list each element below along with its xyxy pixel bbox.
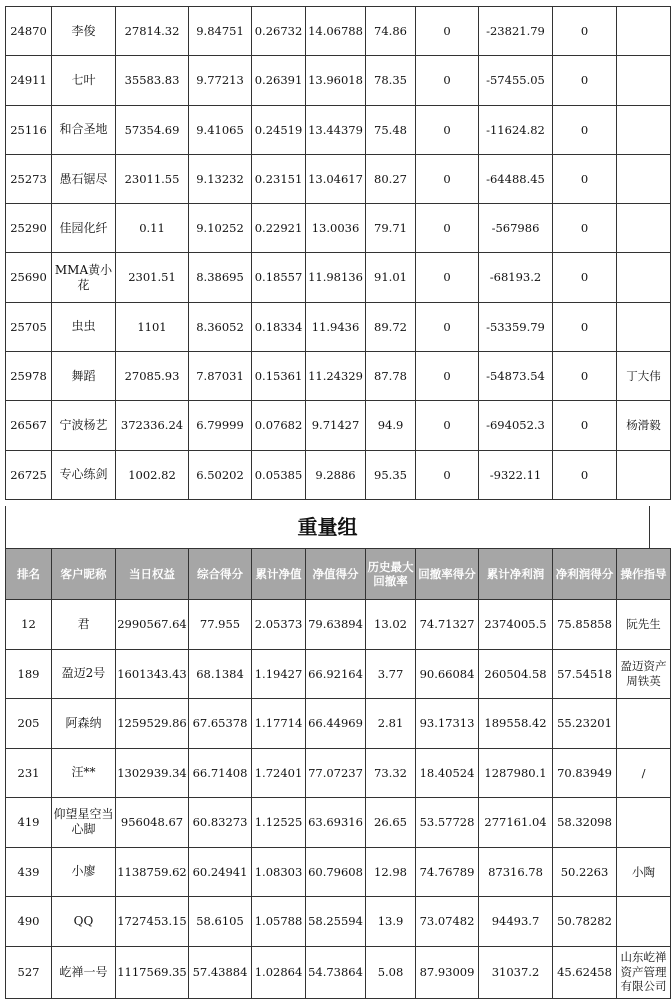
header-name: 客户昵称 (52, 549, 116, 600)
profit-score-cell: 75.85858 (553, 600, 617, 650)
rank-cell: 12 (6, 600, 52, 650)
drawdown-cell: 79.71 (366, 204, 416, 253)
rank-cell: 25978 (6, 352, 52, 401)
header-row (6, 549, 671, 600)
equity-cell: 1101 (116, 302, 189, 351)
drawdown-cell: 26.65 (366, 798, 416, 848)
profit-cell: -57455.05 (479, 56, 553, 105)
profit-cell: 1287980.1 (479, 748, 553, 798)
nav-cell: 1.08303 (252, 847, 306, 897)
profit-score-cell: 0 (553, 204, 617, 253)
profit-cell: 2374005.5 (479, 600, 553, 650)
equity-cell: 1259529.86 (116, 699, 189, 749)
header-profit-score: 净利润得分 (553, 549, 617, 600)
drawdown-score-cell: 74.71327 (416, 600, 479, 650)
profit-cell: 277161.04 (479, 798, 553, 848)
table-row (6, 154, 671, 203)
nav-score-cell: 13.04617 (306, 154, 366, 203)
table-row (6, 600, 671, 650)
equity-cell: 2301.51 (116, 253, 189, 302)
nickname-cell: 虫虫 (52, 302, 116, 351)
drawdown-score-cell: 18.40524 (416, 748, 479, 798)
profit-score-cell: 0 (553, 105, 617, 154)
score-cell: 66.71408 (189, 748, 252, 798)
light-group-body (6, 7, 671, 500)
guide-cell (617, 699, 671, 749)
equity-cell: 27814.32 (116, 7, 189, 56)
guide-cell: / (617, 748, 671, 798)
nickname-cell: 佳园化纤 (52, 204, 116, 253)
score-cell: 60.24941 (189, 847, 252, 897)
nav-cell: 0.18557 (252, 253, 306, 302)
guide-cell: 小陶 (617, 847, 671, 897)
table-row (6, 699, 671, 749)
table-row (6, 352, 671, 401)
guide-cell: 盈迈资产周铁英 (617, 649, 671, 699)
nickname-cell: 君 (52, 600, 116, 650)
profit-cell: 94493.7 (479, 897, 553, 947)
guide-cell (617, 253, 671, 302)
nav-score-cell: 63.69316 (306, 798, 366, 848)
header-profit: 累计净利润 (479, 549, 553, 600)
profit-score-cell: 70.83949 (553, 748, 617, 798)
nickname-cell: 和合圣地 (52, 105, 116, 154)
nav-score-cell: 11.98136 (306, 253, 366, 302)
nav-score-cell: 13.44379 (306, 105, 366, 154)
profit-cell: -68193.2 (479, 253, 553, 302)
nav-cell: 1.02864 (252, 946, 306, 998)
nav-cell: 0.18334 (252, 302, 306, 351)
nickname-cell: 专心练剑 (52, 450, 116, 499)
nav-cell: 0.15361 (252, 352, 306, 401)
equity-cell: 1002.82 (116, 450, 189, 499)
profit-score-cell: 0 (553, 154, 617, 203)
equity-cell: 2990567.64 (116, 600, 189, 650)
score-cell: 6.50202 (189, 450, 252, 499)
drawdown-score-cell: 93.17313 (416, 699, 479, 749)
rank-cell: 25705 (6, 302, 52, 351)
profit-cell: -9322.11 (479, 450, 553, 499)
score-cell: 8.38695 (189, 253, 252, 302)
header-drawdown-score: 回撤率得分 (416, 549, 479, 600)
nickname-cell: 屹禅一号 (52, 946, 116, 998)
heavy-group-body (6, 600, 671, 999)
drawdown-cell: 78.35 (366, 56, 416, 105)
drawdown-score-cell: 74.76789 (416, 847, 479, 897)
score-cell: 9.77213 (189, 56, 252, 105)
light-group-table (5, 6, 671, 500)
nav-cell: 0.05385 (252, 450, 306, 499)
profit-score-cell: 50.78282 (553, 897, 617, 947)
nav-cell: 1.05788 (252, 897, 306, 947)
drawdown-score-cell: 90.66084 (416, 649, 479, 699)
profit-score-cell: 0 (553, 56, 617, 105)
drawdown-cell: 95.35 (366, 450, 416, 499)
group-title: 重量组 (5, 506, 650, 548)
equity-cell: 1601343.43 (116, 649, 189, 699)
drawdown-score-cell: 0 (416, 253, 479, 302)
table-row (6, 105, 671, 154)
profit-cell: -11624.82 (479, 105, 553, 154)
nickname-cell: 阿森纳 (52, 699, 116, 749)
drawdown-cell: 87.78 (366, 352, 416, 401)
table-row (6, 401, 671, 450)
rank-cell: 25273 (6, 154, 52, 203)
drawdown-cell: 80.27 (366, 154, 416, 203)
header-nav-score: 净值得分 (306, 549, 366, 600)
guide-cell (617, 204, 671, 253)
guide-cell: 杨滑毅 (617, 401, 671, 450)
nickname-cell: 舞蹈 (52, 352, 116, 401)
profit-cell: -567986 (479, 204, 553, 253)
nav-score-cell: 66.44969 (306, 699, 366, 749)
rank-cell: 439 (6, 847, 52, 897)
nav-cell: 1.12525 (252, 798, 306, 848)
nav-cell: 0.26391 (252, 56, 306, 105)
drawdown-cell: 74.86 (366, 7, 416, 56)
profit-cell: -64488.45 (479, 154, 553, 203)
guide-cell: 阮先生 (617, 600, 671, 650)
table-row (6, 253, 671, 302)
drawdown-cell: 73.32 (366, 748, 416, 798)
nav-score-cell: 77.07237 (306, 748, 366, 798)
nickname-cell: 汪** (52, 748, 116, 798)
profit-score-cell: 0 (553, 253, 617, 302)
nav-cell: 0.24519 (252, 105, 306, 154)
rank-cell: 24870 (6, 7, 52, 56)
nickname-cell: 盈迈2号 (52, 649, 116, 699)
rank-cell: 527 (6, 946, 52, 998)
rank-cell: 24911 (6, 56, 52, 105)
score-cell: 9.41065 (189, 105, 252, 154)
nav-cell: 0.07682 (252, 401, 306, 450)
score-cell: 8.36052 (189, 302, 252, 351)
rank-cell: 25690 (6, 253, 52, 302)
drawdown-score-cell: 0 (416, 401, 479, 450)
table-row (6, 302, 671, 351)
equity-cell: 1138759.62 (116, 847, 189, 897)
score-cell: 58.6105 (189, 897, 252, 947)
nav-cell: 0.26732 (252, 7, 306, 56)
guide-cell (617, 798, 671, 848)
drawdown-cell: 91.01 (366, 253, 416, 302)
profit-score-cell: 58.32098 (553, 798, 617, 848)
table-row (6, 946, 671, 998)
nav-score-cell: 13.96018 (306, 56, 366, 105)
guide-cell: 丁大伟 (617, 352, 671, 401)
drawdown-cell: 13.9 (366, 897, 416, 947)
drawdown-cell: 12.98 (366, 847, 416, 897)
nav-cell: 2.05373 (252, 600, 306, 650)
profit-cell: 260504.58 (479, 649, 553, 699)
nav-score-cell: 9.71427 (306, 401, 366, 450)
header-guide: 操作指导 (617, 549, 671, 600)
profit-score-cell: 0 (553, 450, 617, 499)
equity-cell: 23011.55 (116, 154, 189, 203)
rank-cell: 25116 (6, 105, 52, 154)
header-rank: 排名 (6, 549, 52, 600)
nav-score-cell: 14.06788 (306, 7, 366, 56)
header-drawdown: 历史最大回撤率 (366, 549, 416, 600)
profit-cell: 87316.78 (479, 847, 553, 897)
rank-cell: 189 (6, 649, 52, 699)
nav-score-cell: 11.9436 (306, 302, 366, 351)
score-cell: 6.79999 (189, 401, 252, 450)
heavy-group-table (5, 548, 671, 999)
equity-cell: 956048.67 (116, 798, 189, 848)
nickname-cell: 小廖 (52, 847, 116, 897)
rank-cell: 490 (6, 897, 52, 947)
rank-cell: 26567 (6, 401, 52, 450)
drawdown-score-cell: 73.07482 (416, 897, 479, 947)
equity-cell: 1727453.15 (116, 897, 189, 947)
score-cell: 67.65378 (189, 699, 252, 749)
nav-cell: 0.22921 (252, 204, 306, 253)
table-row (6, 450, 671, 499)
profit-score-cell: 55.23201 (553, 699, 617, 749)
table-row (6, 847, 671, 897)
equity-cell: 35583.83 (116, 56, 189, 105)
rank-cell: 419 (6, 798, 52, 848)
guide-cell (617, 105, 671, 154)
table-row (6, 897, 671, 947)
nav-score-cell: 58.25594 (306, 897, 366, 947)
profit-cell: -23821.79 (479, 7, 553, 56)
profit-score-cell: 45.62458 (553, 946, 617, 998)
nav-score-cell: 9.2886 (306, 450, 366, 499)
nav-score-cell: 66.92164 (306, 649, 366, 699)
profit-cell: -53359.79 (479, 302, 553, 351)
equity-cell: 1302939.34 (116, 748, 189, 798)
profit-cell: 189558.42 (479, 699, 553, 749)
nav-cell: 0.23151 (252, 154, 306, 203)
profit-score-cell: 0 (553, 352, 617, 401)
drawdown-cell: 94.9 (366, 401, 416, 450)
drawdown-cell: 2.81 (366, 699, 416, 749)
guide-cell (617, 897, 671, 947)
profit-cell: -54873.54 (479, 352, 553, 401)
nickname-cell: 宁波杨艺 (52, 401, 116, 450)
profit-score-cell: 57.54518 (553, 649, 617, 699)
equity-cell: 1117569.35 (116, 946, 189, 998)
drawdown-score-cell: 0 (416, 204, 479, 253)
header-score: 综合得分 (189, 549, 252, 600)
profit-score-cell: 0 (553, 7, 617, 56)
drawdown-score-cell: 0 (416, 450, 479, 499)
nickname-cell: 七叶 (52, 56, 116, 105)
guide-cell (617, 302, 671, 351)
nickname-cell: 愚石锯尽 (52, 154, 116, 203)
score-cell: 57.43884 (189, 946, 252, 998)
nav-score-cell: 54.73864 (306, 946, 366, 998)
rank-cell: 26725 (6, 450, 52, 499)
nickname-cell: QQ (52, 897, 116, 947)
header-equity: 当日权益 (116, 549, 189, 600)
score-cell: 9.13232 (189, 154, 252, 203)
score-cell: 9.10252 (189, 204, 252, 253)
profit-score-cell: 0 (553, 401, 617, 450)
rank-cell: 231 (6, 748, 52, 798)
rank-cell: 205 (6, 699, 52, 749)
drawdown-score-cell: 53.57728 (416, 798, 479, 848)
drawdown-score-cell: 0 (416, 302, 479, 351)
nav-cell: 1.72401 (252, 748, 306, 798)
score-cell: 9.84751 (189, 7, 252, 56)
score-cell: 77.955 (189, 600, 252, 650)
guide-cell (617, 56, 671, 105)
drawdown-score-cell: 0 (416, 56, 479, 105)
table-row (6, 649, 671, 699)
nav-cell: 1.19427 (252, 649, 306, 699)
nav-score-cell: 79.63894 (306, 600, 366, 650)
table-row (6, 204, 671, 253)
drawdown-cell: 13.02 (366, 600, 416, 650)
drawdown-score-cell: 0 (416, 105, 479, 154)
nav-score-cell: 13.0036 (306, 204, 366, 253)
profit-cell: -694052.3 (479, 401, 553, 450)
guide-cell (617, 154, 671, 203)
drawdown-score-cell: 0 (416, 154, 479, 203)
drawdown-score-cell: 0 (416, 7, 479, 56)
drawdown-cell: 89.72 (366, 302, 416, 351)
drawdown-cell: 5.08 (366, 946, 416, 998)
nickname-cell: MMA黄小花 (52, 253, 116, 302)
table-row (6, 798, 671, 848)
score-cell: 60.83273 (189, 798, 252, 848)
nav-score-cell: 11.24329 (306, 352, 366, 401)
table-row (6, 56, 671, 105)
nav-cell: 1.17714 (252, 699, 306, 749)
nickname-cell: 仰望星空当心脚 (52, 798, 116, 848)
table-row (6, 748, 671, 798)
table-row (6, 7, 671, 56)
score-cell: 68.1384 (189, 649, 252, 699)
drawdown-cell: 3.77 (366, 649, 416, 699)
nav-score-cell: 60.79608 (306, 847, 366, 897)
profit-cell: 31037.2 (479, 946, 553, 998)
guide-cell: 山东屹禅资产管理有限公司 (617, 946, 671, 998)
rank-cell: 25290 (6, 204, 52, 253)
guide-cell (617, 7, 671, 56)
equity-cell: 372336.24 (116, 401, 189, 450)
drawdown-score-cell: 0 (416, 352, 479, 401)
equity-cell: 57354.69 (116, 105, 189, 154)
profit-score-cell: 50.2263 (553, 847, 617, 897)
header-nav: 累计净值 (252, 549, 306, 600)
equity-cell: 27085.93 (116, 352, 189, 401)
drawdown-cell: 75.48 (366, 105, 416, 154)
profit-score-cell: 0 (553, 302, 617, 351)
nickname-cell: 李俊 (52, 7, 116, 56)
equity-cell: 0.11 (116, 204, 189, 253)
score-cell: 7.87031 (189, 352, 252, 401)
guide-cell (617, 450, 671, 499)
drawdown-score-cell: 87.93009 (416, 946, 479, 998)
